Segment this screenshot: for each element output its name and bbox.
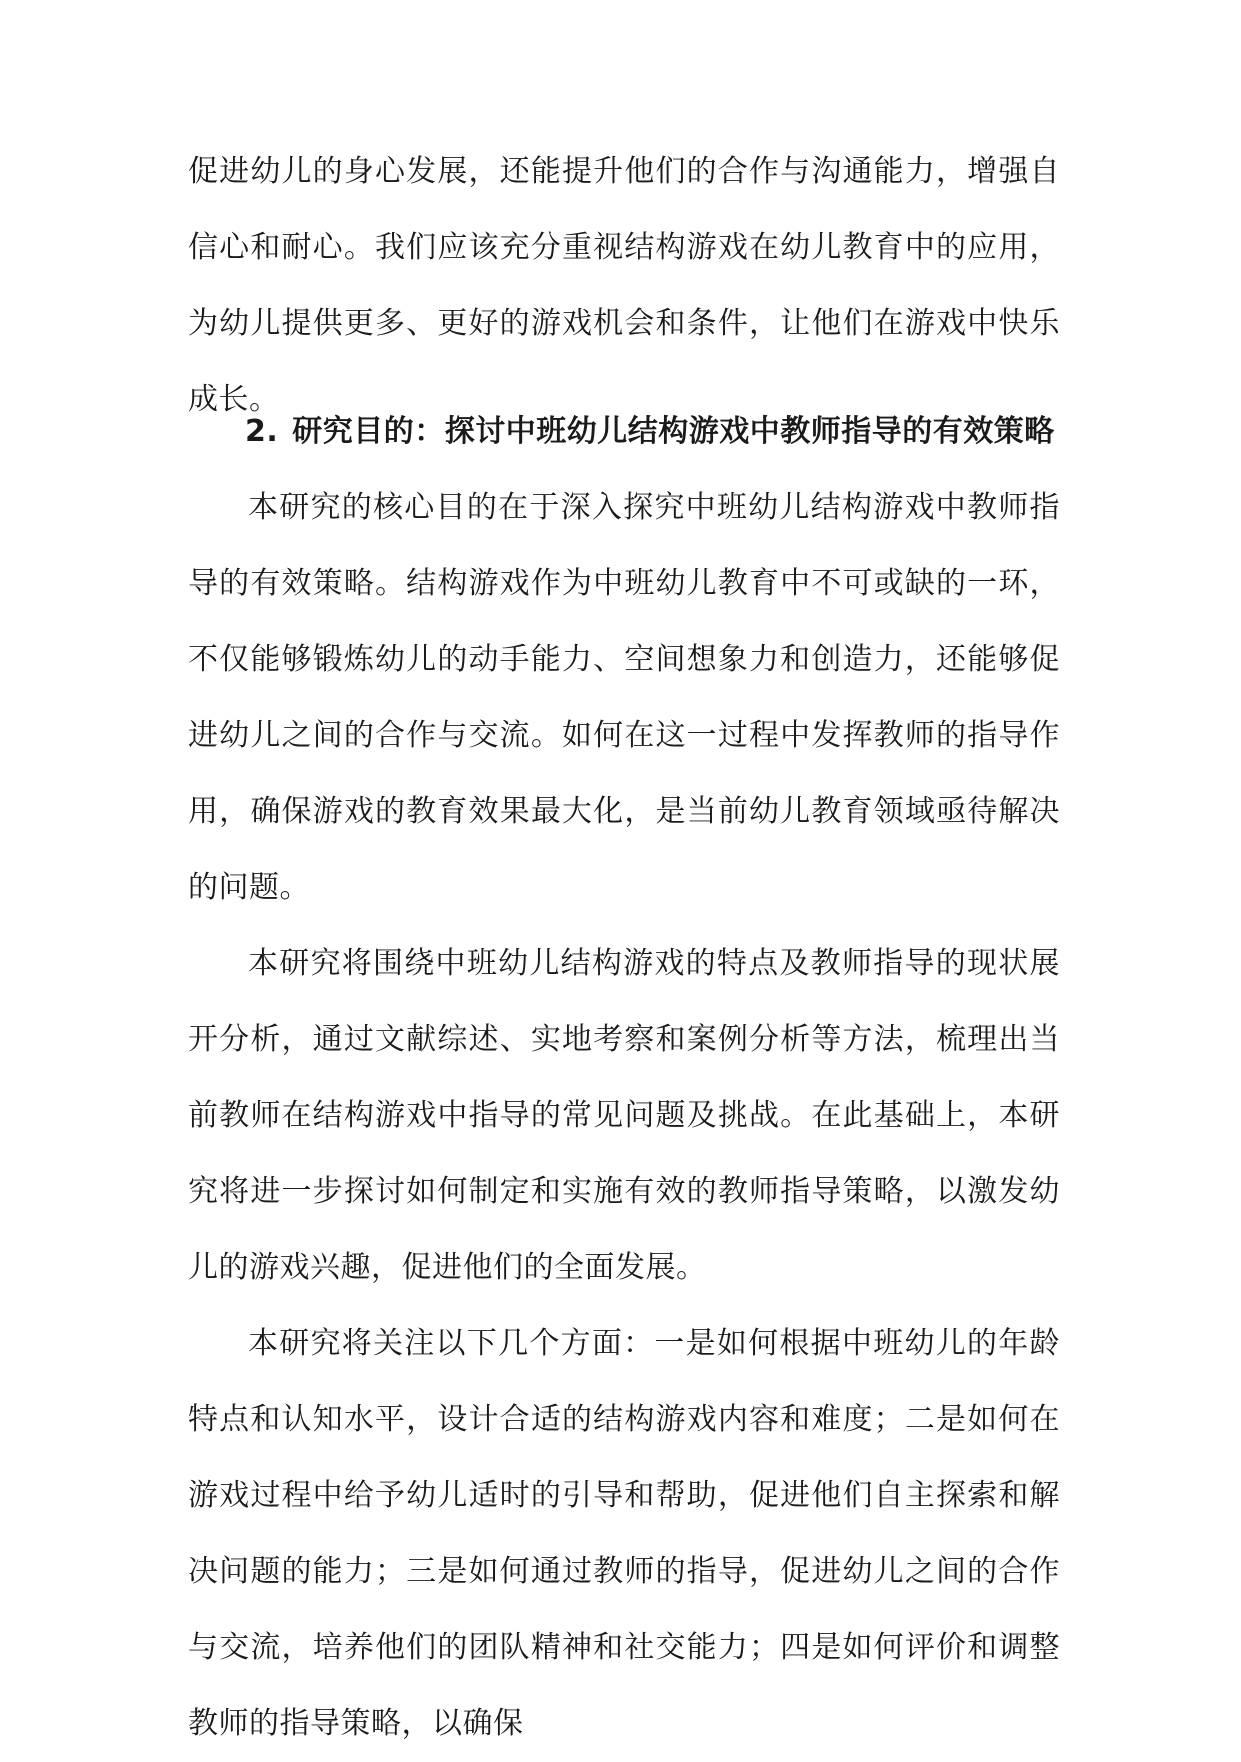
section-body xyxy=(188,470,1060,1762)
section-title: 研究目的：探讨中班幼儿结构游戏中教师指导的有效策略 xyxy=(292,414,1055,449)
continuation-paragraph-block xyxy=(188,134,1060,438)
section-heading xyxy=(245,394,1105,470)
body-paragraph-1: 本研究的核心目的在于深入探究中班幼儿结构游戏中教师指导的有效策略。结构游戏作为中班幼儿教育中不可或缺的一环，不仅能够锻炼幼儿的动手能力、空间想象力和创造力，还能够促进幼儿之间的合作与交流。如何在这一过程中发挥教师的指导作用，确保游戏的教育效果最大化，是当前幼儿教育领域亟待解决的问题。 xyxy=(188,490,1060,905)
continuation-paragraph: 促进幼儿的身心发展，还能提升他们的合作与沟通能力，增强自信心和耐心。我们应该充分重视结构游戏在幼儿教育中的应用，为幼儿提供更多、更好的游戏机会和条件，让他们在游戏中快乐成长。 xyxy=(188,154,1060,417)
body-paragraph-2: 本研究将围绕中班幼儿结构游戏的特点及教师指导的现状展开分析，通过文献综述、实地考察和案例分析等方法，梳理出当前教师在结构游戏中指导的常见问题及挑战。在此基础上，本研究将进一步探讨如何制定和实施有效的教师指导策略，以激发幼儿的游戏兴趣，促进他们的全面发展。 xyxy=(188,946,1060,1285)
body-paragraph-3: 本研究将关注以下几个方面：一是如何根据中班幼儿的年龄特点和认知水平，设计合适的结构游戏内容和难度；二是如何在游戏过程中给予幼儿适时的引导和帮助，促进他们自主探索和解决问题的能力；三是如何通过教师的指导，促进幼儿之间的合作与交流，培养他们的团队精神和社交能力；四是如何评价和调整教师的指导策略，以确保 xyxy=(188,1326,1060,1741)
section-number: 2. xyxy=(245,414,279,449)
